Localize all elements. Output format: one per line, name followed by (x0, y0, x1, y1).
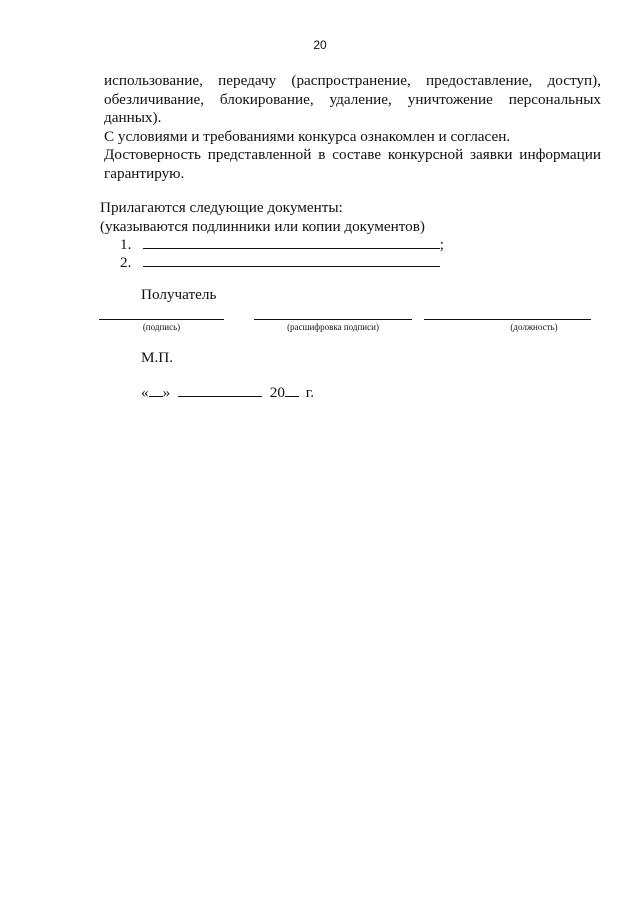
attachments-note: (указываются подлинники или копии документов) (100, 217, 425, 235)
year-suffix: г. (305, 384, 315, 401)
decryption-line (254, 319, 412, 320)
consent-paragraph: использование, передачу (распространение, предоставление, доступ), обезличивание, блокирование, удаление, уничтожение персональных данных). (104, 72, 601, 126)
attachments-heading: Прилагаются следующие документы: (100, 199, 343, 216)
page-number: 20 (313, 38, 327, 52)
year-blank (285, 384, 299, 397)
attachments-block (100, 199, 425, 236)
document-item-number: 1. (120, 236, 132, 253)
year-prefix: 20 (269, 384, 285, 401)
date-open-quote: « (141, 384, 149, 401)
document-item-number: 2. (120, 254, 132, 271)
position-caption: (должность) (510, 322, 558, 332)
recipient-label: Получатель (141, 286, 217, 303)
date-line (141, 384, 314, 402)
guarantee-paragraph: Достоверность представленной в составе конкурсной заявки информации гарантирую. (104, 146, 601, 182)
month-blank (178, 384, 262, 397)
document-item-2 (120, 253, 440, 272)
position-line (424, 319, 591, 320)
seal-label: М.П. (141, 349, 174, 366)
document-item-blank (143, 235, 440, 249)
document-item-suffix: ; (439, 236, 445, 253)
signature-caption: (подпись) (142, 322, 181, 332)
body-text (104, 72, 601, 183)
day-blank (149, 384, 163, 397)
document-item-blank (143, 253, 440, 267)
document-item-1 (120, 235, 444, 254)
date-close-quote: » (162, 384, 171, 401)
acknowledgement-paragraph: С условиями и требованиями конкурса ознакомлен и согласен. (104, 127, 511, 145)
signature-line (99, 319, 224, 320)
decryption-caption: (расшифровка подписи) (287, 322, 379, 332)
